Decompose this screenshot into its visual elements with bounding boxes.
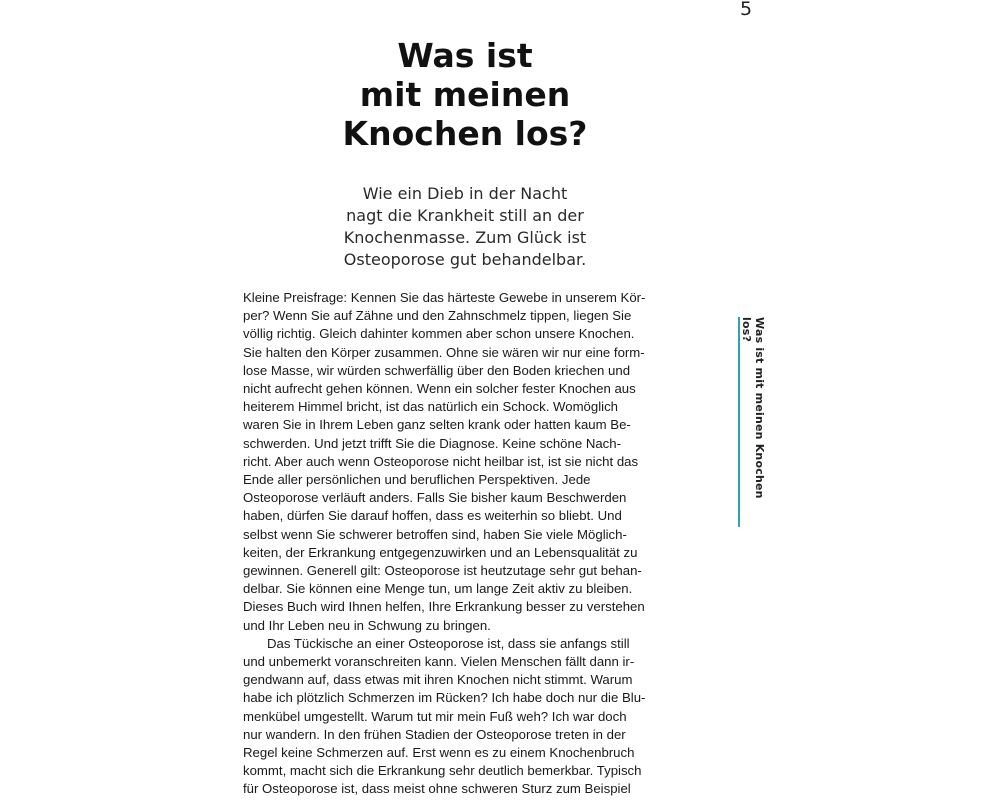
body-text xyxy=(243,289,689,799)
body-line: Das Tückische an einer Osteoporose ist, dass sie anfangs still xyxy=(267,635,630,651)
body-paragraph xyxy=(243,289,689,635)
body-line: richt. Aber auch wenn Osteoporose nicht heilbar ist, ist sie nicht das xyxy=(243,453,639,469)
body-line: gendwann auf, dass etwas mit ihren Knochen nicht stimmt. Warum xyxy=(243,672,633,688)
body-line: heiterem Himmel bricht, ist das natürlich ein Schock. Womöglich xyxy=(243,399,619,415)
body-line: Regel keine Schmerzen auf. Erst wenn es zu einem Knochenbruch xyxy=(243,745,635,761)
body-line: schwerden. Und jetzt trifft Sie die Diagnose. Keine schöne Nach- xyxy=(243,435,622,451)
body-line: lose Masse, wir würden schwerfällig über den Boden kriechen und xyxy=(243,362,631,378)
body-line: delbar. Sie können eine Menge tun, um lange Zeit aktiv zu bleiben. xyxy=(243,581,633,597)
body-line: nur wandern. In den frühen Stadien der Osteoporose treten in der xyxy=(243,726,626,742)
body-line: für Osteoporose ist, dass meist ohne schweren Sturz zum Beispiel xyxy=(243,781,631,797)
body-line: habe ich plötzlich Schmerzen im Rücken? Ich habe doch nur die Blu- xyxy=(243,690,646,706)
body-line: Ende aller persönlichen und beruflichen Perspektiven. Jede xyxy=(243,472,591,488)
body-line: Kleine Preisfrage: Kennen Sie das härteste Gewebe in unserem Kör- xyxy=(243,290,646,305)
body-line: Dieses Buch wird Ihnen helfen, Ihre Erkrankung besser zu verstehen xyxy=(243,599,645,615)
body-line: gewinnen. Generell gilt: Osteoporose ist heutzutage sehr gut behan- xyxy=(243,563,642,579)
subtitle xyxy=(300,183,630,271)
body-line: Osteoporose verläuft anders. Falls Sie bisher kaum Beschwerden xyxy=(243,490,627,506)
title-line: Knochen los? xyxy=(342,114,588,153)
body-paragraph xyxy=(243,635,689,799)
body-line: Sie halten den Körper zusammen. Ohne sie wären wir nur eine form- xyxy=(243,344,645,360)
title-line: mit meinen xyxy=(359,75,571,114)
body-line: keiten, der Erkrankung entgegenzuwirken und an Lebensqualität zu xyxy=(243,544,638,560)
page-title xyxy=(300,36,630,153)
subtitle-line: Osteoporose gut behandelbar. xyxy=(343,250,587,269)
body-line: haben, dürfen Sie darauf hoffen, dass es weiterhin so bliebt. Und xyxy=(243,508,622,524)
body-line: und Ihr Leben neu in Schwung zu bringen. xyxy=(243,617,491,633)
body-line: und unbemerkt voranschreiten kann. Vielen Menschen fällt dann ir- xyxy=(243,654,635,670)
body-line: völlig richtig. Gleich dahinter kommen aber schon unsere Knochen. xyxy=(243,326,635,342)
body-line: kommt, macht sich die Erkrankung sehr deutlich bemerkbar. Typisch xyxy=(243,763,642,779)
body-line: per? Wenn Sie auf Zähne und den Zahnschmelz tippen, liegen Sie xyxy=(243,308,632,324)
running-head: Was ist mit meinen Knochen los? xyxy=(738,317,766,527)
subtitle-line: nagt die Krankheit still an der xyxy=(346,206,584,225)
title-line: Was ist xyxy=(397,36,533,75)
body-line: selbst wenn Sie schwerer betroffen sind, haben Sie viele Möglich- xyxy=(243,526,627,542)
subtitle-line: Knochenmasse. Zum Glück ist xyxy=(343,228,587,247)
page-number: 5 xyxy=(740,0,753,20)
body-line: nicht aufrecht gehen können. Wenn ein solcher fester Knochen aus xyxy=(243,381,636,397)
subtitle-line: Wie ein Dieb in der Nacht xyxy=(362,184,568,203)
body-line: waren Sie in Ihrem Leben ganz selten krank oder hatten kaum Be- xyxy=(243,417,631,433)
body-line: menkübel umgestellt. Warum tut mir mein Fuß weh? Ich war doch xyxy=(243,708,627,724)
